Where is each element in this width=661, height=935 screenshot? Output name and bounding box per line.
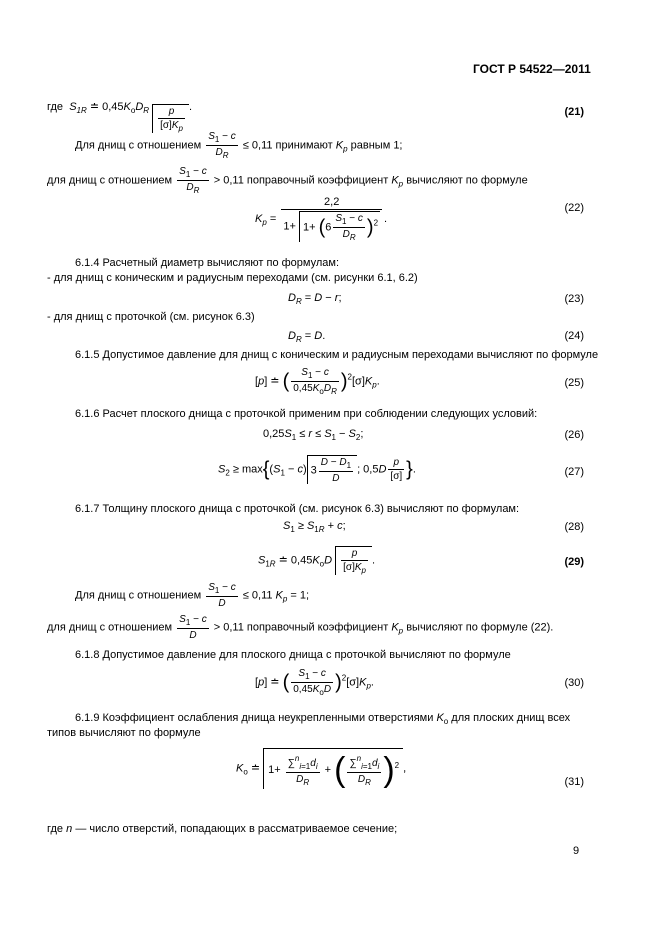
eq-number-22: (22)	[564, 202, 584, 214]
section-6-1-9: 6.1.9 Коэффициент ослабления днища неукрепленными отверстиями $K_o$ для плоских днищ всех	[75, 712, 571, 726]
kp-condition-2: для днищ с отношением $\frac{S_1 - c}{D_R}$ > 0,11 поправочный коэффициент $K_p$ вычисляют по формуле	[47, 166, 528, 195]
eq-number-21: (21)	[564, 106, 584, 118]
where-n-definition: где n — число отверстий, попадающих в рассматриваемое сечение;	[47, 823, 398, 835]
formula-27: $S_2 \ge \max\{(S_1 - c)$ 3 $\frac{D - D_1}{D}$ ; 0,5D $\frac{p}{[\sigma]}$ }.	[218, 457, 416, 484]
formula-23: $D_R = D - r$;	[288, 292, 342, 306]
bullet-conical: - для днищ с коническим и радиусным переходами (см. рисунки 6.1, 6.2)	[47, 272, 418, 284]
eq-number-31: (31)	[564, 776, 584, 788]
kp-condition-3: Для днищ с отношением $\frac{S_1 - c}{D}$ ≤ 0,11 $K_p = 1$;	[75, 582, 310, 609]
formula-29: $S_{1R}$ ≐ $0,45K_oD$ $\frac{p}{[\sigma]K_p}$ .	[258, 548, 376, 575]
where-label: где	[47, 101, 64, 113]
section-6-1-7: 6.1.7 Толщину плоского днища с проточкой (см. рисунок 6.3) вычисляют по формулам:	[75, 503, 520, 515]
section-6-1-9-cont: типов вычисляют по формуле	[47, 727, 201, 739]
formula-28: $S_1 \ge S_{1R} + c$;	[283, 520, 346, 534]
standard-header: ГОСТ Р 54522—2011	[473, 62, 591, 76]
formula-31: $K_o$ ≐ 1+ $\frac{\sum^n_{i=1}d_i}{D_R}$ + ( $\frac{\sum^n_{i=1}d_i}{D_R}$ )$^2$ ,	[236, 748, 406, 789]
formula-21-line: где $S_{1R}$ ≐ $0,45K_oD_R$ $\frac{p}{[\sigma]K_p}$ .	[47, 101, 193, 133]
bullet-groove: - для днищ с проточкой (см. рисунок 6.3)	[47, 311, 255, 323]
kp-condition-1: Для днищ с отношением $\frac{S_1 - c}{D_R}$ ≤ 0,11 принимают $K_p$ равным 1;	[75, 131, 403, 160]
kp-condition-4: для днищ с отношением $\frac{S_1 - c}{D}$ > 0,11 поправочный коэффициент $K_p$ вычисляют по формуле (22).	[47, 614, 554, 641]
eq-number-26: (26)	[564, 429, 584, 441]
formula-25: [p] ≐ ( $\frac{S_1 - c}{0,45K_oD_R}$ )$^2[\sigma]K_p$.	[255, 367, 380, 396]
formula-26: $0,25S_1 \le r \le S_1 - S_2$;	[263, 428, 364, 442]
eq-number-23: (23)	[564, 293, 584, 305]
eq-number-25: (25)	[564, 377, 584, 389]
eq-number-29: (29)	[564, 556, 584, 568]
section-6-1-6: 6.1.6 Расчет плоского днища с проточкой применим при соблюдении следующих условий:	[75, 408, 538, 420]
formula-30: [p] ≐ ( $\frac{S_1 - c}{0,45K_oD}$ )$^2[\sigma]K_p$.	[255, 668, 374, 697]
eq-number-24: (24)	[564, 330, 584, 342]
page-number: 9	[573, 845, 580, 857]
eq-number-28: (28)	[564, 521, 584, 533]
section-6-1-8: 6.1.8 Допустимое давление для плоского днища с проточкой вычисляют по формуле	[75, 649, 511, 661]
formula-24: $D_R = D$.	[288, 330, 326, 344]
eq-number-27: (27)	[564, 466, 584, 478]
section-6-1-4: 6.1.4 Расчетный диаметр вычисляют по формулам:	[75, 257, 340, 269]
formula-22: $K_p$ = 2,2 1+ 1+ (6 $\frac{S_1 - c}{D_R}$ )$^2$ .	[255, 196, 388, 242]
section-6-1-5: 6.1.5 Допустимое давление для днищ с коническим и радиусным переходами вычисляют по формуле	[75, 349, 599, 361]
eq-number-30: (30)	[564, 677, 584, 689]
